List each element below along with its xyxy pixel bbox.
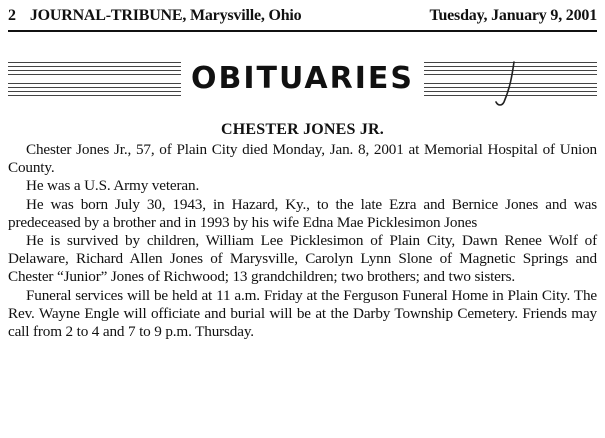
obituary-paragraph: He is survived by children, William Lee Picklesimon of Plain City, Dawn Renee Wolf of Delaware, Richard Allen Jones of Marysville, Carolyn Lynn Slone of Magnetic Springs and Chester “Junior” Jones of Richwood; 13 grandchildren; two brothers; and two sisters.: [8, 232, 597, 286]
obituary-name: CHESTER JONES JR.: [221, 121, 384, 138]
obituary-paragraph: He was a U.S. Army veteran.: [26, 177, 200, 195]
obituary-paragraph: He was born July 30, 1943, in Hazard, Ky., to the late Ezra and Bernice Jones and was predeceased by a brother and in 1993 by his wife Edna Mae Picklesimon Jones: [8, 195, 597, 231]
masthead-left: [8, 5, 301, 27]
obituary-paragraph: Chester Jones Jr., 57, of Plain City died Monday, Jan. 8, 2001 at Memorial Hospital of Union County.: [8, 141, 597, 177]
section-title-text: OBITUARIES: [181, 61, 424, 96]
obituary: [8, 120, 597, 341]
page-number: 2: [8, 7, 16, 24]
publication-date: Tuesday, January 9, 2001: [429, 7, 597, 24]
obituary-paragraph: Funeral services will be held at 11 a.m. Friday at the Ferguson Funeral Home in Plain City. The Rev. Wayne Engle will officiate and burial will be at the Darby Township Cemetery. Friends may call from 2 to 4 and 7 to 9 p.m. Thursday.: [8, 286, 597, 341]
newspaper-name: JOURNAL-TRIBUNE, Marysville, Ohio: [29, 7, 302, 24]
masthead-divider: [8, 30, 597, 32]
pen-mark-icon: [488, 58, 528, 108]
masthead: [8, 5, 597, 27]
